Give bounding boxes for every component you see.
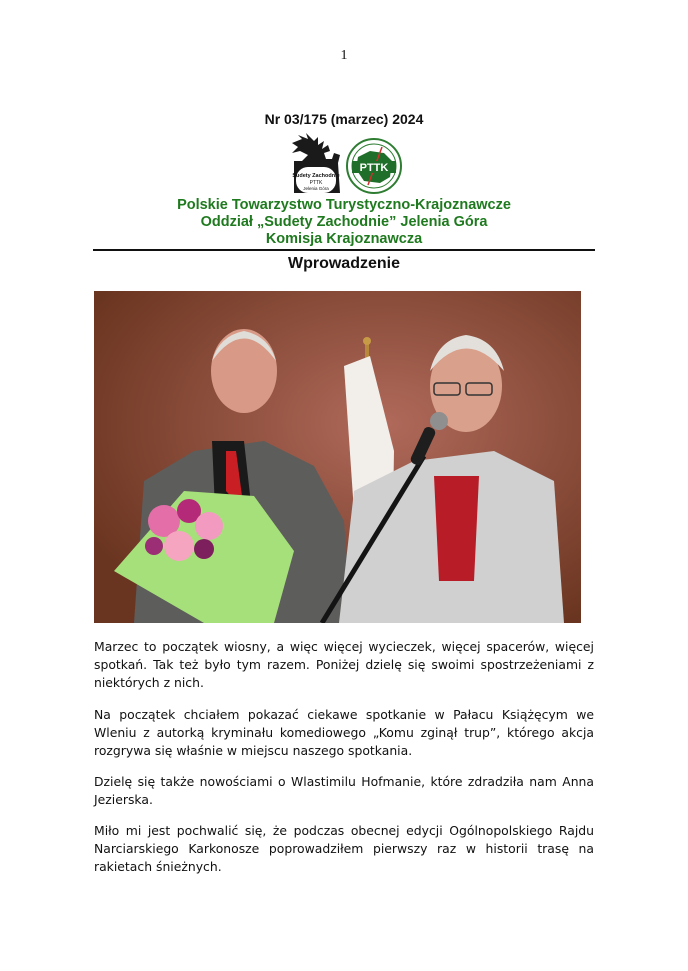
svg-text:Sudety Zachodnie: Sudety Zachodnie: [292, 173, 340, 179]
org-committee: Komisja Krajoznawcza: [265, 231, 423, 247]
paragraph-rally: Miło mi jest pochwalić się, że podczas obecnej edycji Ogólnopolskiego Rajdu Narciarskiego Karkonosze poprowadziłem pierwszy raz w historii trasę na rakietach śnieżnych.: [94, 823, 594, 874]
deer-logo-icon: [288, 131, 344, 195]
page-number: 1: [340, 48, 348, 63]
paragraph-hofman: Dzielę się także nowościami o Wlastimilu Hofmanie, które zdradziła nam Anna Jezierska.: [94, 774, 594, 807]
org-branch: Oddział „Sudety Zachodnie” Jelenia Góra: [200, 214, 488, 230]
paragraph-intro: Marzec to początek wiosny, a więc więcej wycieczek, więcej spacerów, więcej spotkań. Tak też było tym razem. Poniżej dzielę się swoimi spostrzeżeniami z niektórych z nich.: [94, 639, 594, 690]
header-logos: [288, 131, 406, 195]
paragraph-meeting: Na początek chciałem pokazać ciekawe spotkanie w Pałacu Książęcym we Wleniu z autorką kryminału komediowego „Komu zginął trup”, którego akcja rozgrywa się właśnie w miejscu naszego spotkania.: [94, 707, 594, 758]
svg-text:Jelenia Góra: Jelenia Góra: [303, 186, 329, 191]
svg-text:PTTK: PTTK: [359, 162, 389, 174]
photo-illustration: [94, 291, 581, 623]
svg-text:PTTK: PTTK: [309, 180, 323, 186]
issue-number: Nr 03/175 (marzec) 2024: [264, 111, 424, 127]
header-divider: [93, 249, 595, 251]
org-name: Polskie Towarzystwo Turystyczno-Krajoznawcze: [177, 197, 511, 213]
event-photo: [94, 291, 581, 623]
pttk-logo-icon: [344, 137, 404, 195]
section-title: Wprowadzenie: [287, 255, 400, 272]
